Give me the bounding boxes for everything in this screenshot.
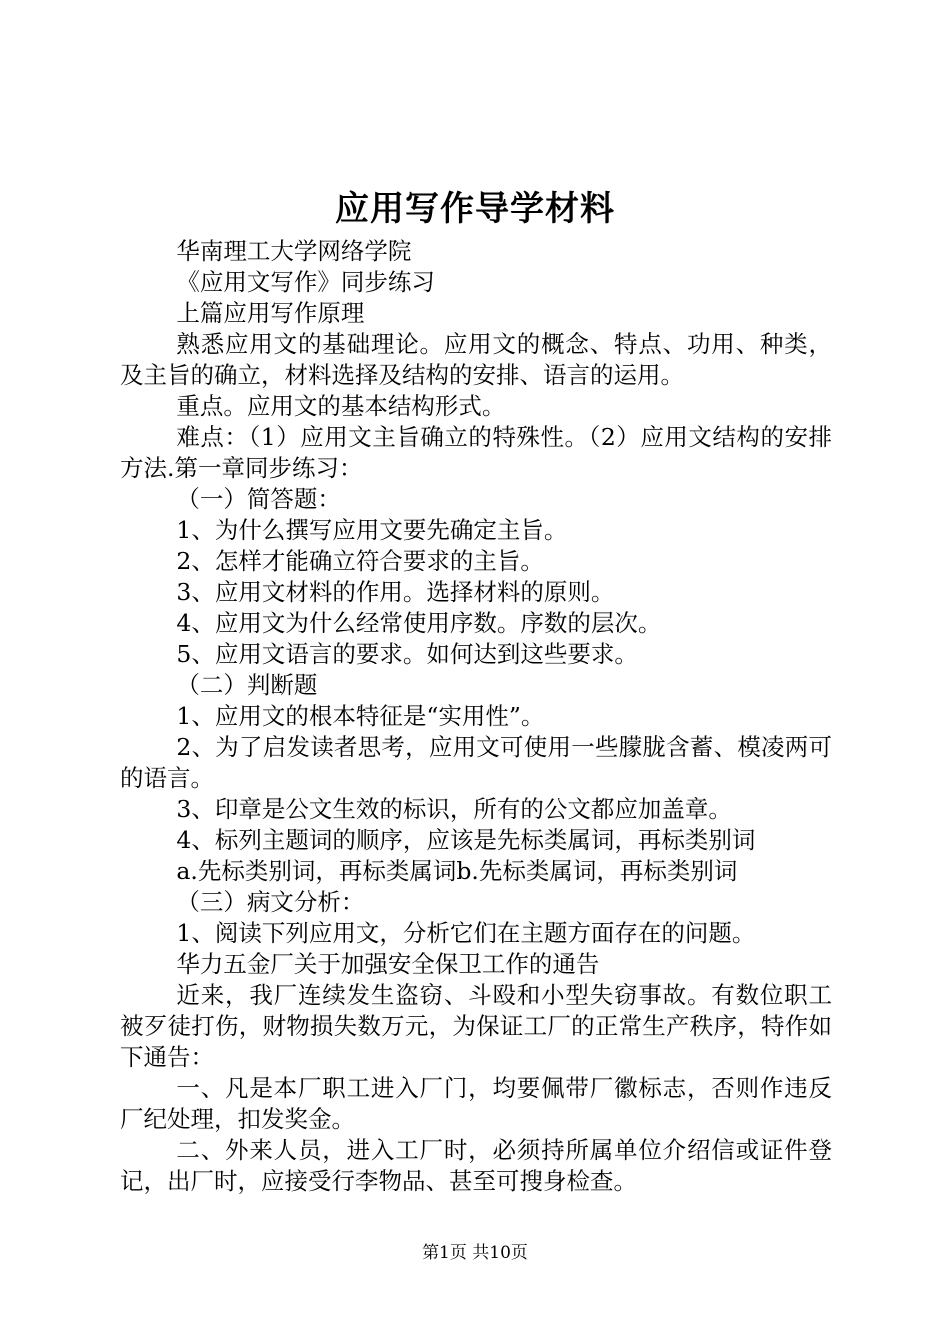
paragraph: 近来，我厂连续发生盗窃、斗殴和小型失窃事故。有数位职工被歹徒打伤，财物损失数万元，为保证工厂的正常生产秩序，特作如下通告： (120, 981, 832, 1071)
document-body (120, 236, 832, 1197)
paragraph: 2、怎样才能确立符合要求的主旨。 (176, 547, 544, 575)
paragraph: 上篇应用写作原理 (176, 299, 365, 327)
paragraph: a.先标类别词，再标类属词b.先标类属词，再标类别词 (176, 857, 738, 885)
paragraph: 难点：（1）应用文主旨确立的特殊性。（2）应用文结构的安排方法.第一章同步练习： (120, 423, 832, 482)
paragraph: 3、印章是公文生效的标识，所有的公文都应加盖章。 (176, 795, 732, 823)
paragraph: 1、阅读下列应用文，分析它们在主题方面存在的问题。 (176, 919, 756, 947)
paragraph: 《应用文写作》同步练习 (176, 268, 435, 296)
paragraph: 4、应用文为什么经常使用序数。序数的层次。 (176, 609, 662, 637)
document-title: 应用写作导学材料 (335, 189, 615, 229)
paragraph: 3、应用文材料的作用。选择材料的原则。 (176, 578, 615, 606)
paragraph: 熟悉应用文的基础理论。应用文的概念、特点、功用、种类，及主旨的确立，材料选择及结构的安排、语言的运用。 (120, 330, 832, 389)
paragraph: 重点。应用文的基本结构形式。 (176, 392, 506, 420)
paragraph: 5、应用文语言的要求。如何达到这些要求。 (176, 640, 638, 668)
paragraph: （二）判断题 (176, 671, 318, 699)
page-footer: 第1页 共10页 (422, 1243, 528, 1263)
paragraph: 华力五金厂关于加强安全保卫工作的通告 (176, 950, 600, 978)
paragraph: （三）病文分析： (176, 888, 365, 916)
paragraph: 4、标列主题词的顺序，应该是先标类属词，再标类别词 (176, 826, 756, 854)
paragraph: （一）简答题： (176, 485, 341, 513)
paragraph: 2、为了启发读者思考，应用文可使用一些朦胧含蓄、模凌两可的语言。 (120, 733, 832, 792)
paragraph: 二、外来人员，进入工厂时，必须持所属单位介绍信或证件登记，出厂时，应接受行李物品、甚至可搜身检查。 (120, 1136, 832, 1195)
paragraph: 华南理工大学网络学院 (176, 237, 412, 265)
paragraph: 1、应用文的根本特征是“实用性”。 (176, 702, 545, 730)
paragraph: 一、凡是本厂职工进入厂门，均要佩带厂徽标志，否则作违反厂纪处理，扣发奖金。 (120, 1074, 832, 1133)
paragraph: 1、为什么撰写应用文要先确定主旨。 (176, 516, 568, 544)
